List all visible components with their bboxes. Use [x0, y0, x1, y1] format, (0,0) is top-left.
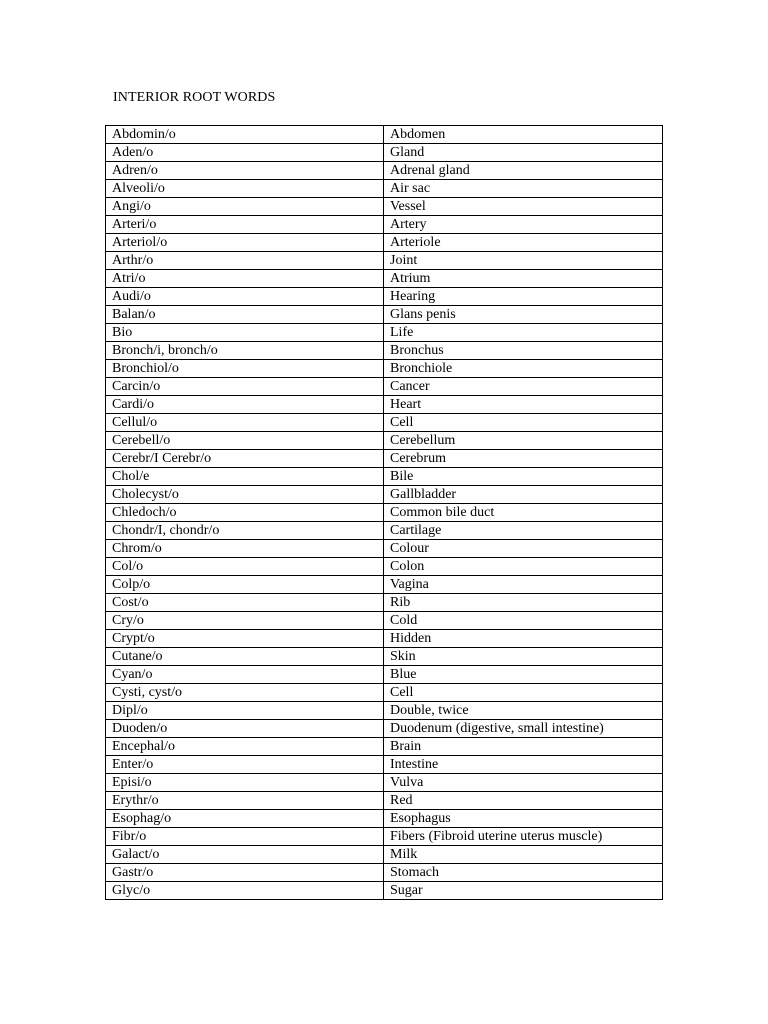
meaning-cell: Heart: [384, 396, 663, 414]
table-row: [106, 468, 663, 486]
meaning-cell: Rib: [384, 594, 663, 612]
root-word-cell: Duoden/o: [106, 720, 384, 738]
meaning-cell: Vulva: [384, 774, 663, 792]
root-word-cell: Bronchiol/o: [106, 360, 384, 378]
root-word-cell: Cost/o: [106, 594, 384, 612]
root-word-cell: Erythr/o: [106, 792, 384, 810]
table-row: [106, 558, 663, 576]
root-word-cell: Bronch/i, bronch/o: [106, 342, 384, 360]
table-row: [106, 504, 663, 522]
root-word-cell: Col/o: [106, 558, 384, 576]
meaning-cell: Gland: [384, 144, 663, 162]
root-word-cell: Enter/o: [106, 756, 384, 774]
table-row: [106, 810, 663, 828]
root-word-cell: Arteriol/o: [106, 234, 384, 252]
table-row: [106, 342, 663, 360]
table-row: [106, 216, 663, 234]
meaning-cell: Gallbladder: [384, 486, 663, 504]
table-row: [106, 234, 663, 252]
meaning-cell: Arteriole: [384, 234, 663, 252]
table-row: [106, 846, 663, 864]
table-row: [106, 792, 663, 810]
meaning-cell: Double, twice: [384, 702, 663, 720]
root-word-cell: Chondr/I, chondr/o: [106, 522, 384, 540]
root-word-cell: Cry/o: [106, 612, 384, 630]
meaning-cell: Glans penis: [384, 306, 663, 324]
table-row: [106, 540, 663, 558]
root-word-cell: Arthr/o: [106, 252, 384, 270]
root-word-cell: Crypt/o: [106, 630, 384, 648]
table-row: [106, 738, 663, 756]
meaning-cell: Cell: [384, 684, 663, 702]
table-row: [106, 270, 663, 288]
root-word-cell: Cutane/o: [106, 648, 384, 666]
meaning-cell: Common bile duct: [384, 504, 663, 522]
table-row: [106, 198, 663, 216]
meaning-cell: Bile: [384, 468, 663, 486]
meaning-cell: Sugar: [384, 882, 663, 900]
table-row: [106, 288, 663, 306]
meaning-cell: Colour: [384, 540, 663, 558]
root-word-cell: Bio: [106, 324, 384, 342]
meaning-cell: Cerebellum: [384, 432, 663, 450]
table-row: [106, 702, 663, 720]
table-row: [106, 414, 663, 432]
meaning-cell: Bronchus: [384, 342, 663, 360]
root-word-cell: Episi/o: [106, 774, 384, 792]
root-word-cell: Galact/o: [106, 846, 384, 864]
table-row: [106, 180, 663, 198]
root-words-table: [105, 125, 663, 900]
meaning-cell: Milk: [384, 846, 663, 864]
table-row: [106, 612, 663, 630]
table-row: [106, 432, 663, 450]
meaning-cell: Joint: [384, 252, 663, 270]
root-word-cell: Cerebr/I Cerebr/o: [106, 450, 384, 468]
table-row: [106, 162, 663, 180]
meaning-cell: Esophagus: [384, 810, 663, 828]
meaning-cell: Colon: [384, 558, 663, 576]
meaning-cell: Cerebrum: [384, 450, 663, 468]
table-row: [106, 648, 663, 666]
root-word-cell: Audi/o: [106, 288, 384, 306]
meaning-cell: Duodenum (digestive, small intestine): [384, 720, 663, 738]
root-word-cell: Carcin/o: [106, 378, 384, 396]
meaning-cell: Vagina: [384, 576, 663, 594]
meaning-cell: Vessel: [384, 198, 663, 216]
meaning-cell: Blue: [384, 666, 663, 684]
root-word-cell: Dipl/o: [106, 702, 384, 720]
meaning-cell: Hidden: [384, 630, 663, 648]
root-word-cell: Cysti, cyst/o: [106, 684, 384, 702]
table-row: [106, 522, 663, 540]
table-row: [106, 756, 663, 774]
table-body: [106, 126, 663, 900]
table-row: [106, 360, 663, 378]
root-word-cell: Atri/o: [106, 270, 384, 288]
meaning-cell: Intestine: [384, 756, 663, 774]
table-row: [106, 720, 663, 738]
root-word-cell: Cyan/o: [106, 666, 384, 684]
root-word-cell: Fibr/o: [106, 828, 384, 846]
meaning-cell: Red: [384, 792, 663, 810]
table-row: [106, 666, 663, 684]
table-row: [106, 378, 663, 396]
root-word-cell: Chol/e: [106, 468, 384, 486]
meaning-cell: Stomach: [384, 864, 663, 882]
table-row: [106, 144, 663, 162]
root-word-cell: Chrom/o: [106, 540, 384, 558]
root-word-cell: Gastr/o: [106, 864, 384, 882]
table-row: [106, 864, 663, 882]
root-word-cell: Cellul/o: [106, 414, 384, 432]
table-row: [106, 126, 663, 144]
root-word-cell: Chledoch/o: [106, 504, 384, 522]
meaning-cell: Adrenal gland: [384, 162, 663, 180]
table-row: [106, 576, 663, 594]
table-row: [106, 684, 663, 702]
root-word-cell: Cholecyst/o: [106, 486, 384, 504]
table-row: [106, 774, 663, 792]
root-word-cell: Abdomin/o: [106, 126, 384, 144]
meaning-cell: Artery: [384, 216, 663, 234]
meaning-cell: Brain: [384, 738, 663, 756]
root-word-cell: Encephal/o: [106, 738, 384, 756]
page-title: INTERIOR ROOT WORDS: [113, 90, 276, 105]
root-word-cell: Adren/o: [106, 162, 384, 180]
meaning-cell: Hearing: [384, 288, 663, 306]
table-row: [106, 252, 663, 270]
table-row: [106, 630, 663, 648]
meaning-cell: Atrium: [384, 270, 663, 288]
table-row: [106, 324, 663, 342]
root-word-cell: Glyc/o: [106, 882, 384, 900]
meaning-cell: Life: [384, 324, 663, 342]
root-word-cell: Colp/o: [106, 576, 384, 594]
meaning-cell: Cartilage: [384, 522, 663, 540]
root-word-cell: Cerebell/o: [106, 432, 384, 450]
root-word-cell: Balan/o: [106, 306, 384, 324]
meaning-cell: Skin: [384, 648, 663, 666]
meaning-cell: Fibers (Fibroid uterine uterus muscle): [384, 828, 663, 846]
meaning-cell: Cancer: [384, 378, 663, 396]
table-row: [106, 396, 663, 414]
root-word-cell: Esophag/o: [106, 810, 384, 828]
meaning-cell: Cell: [384, 414, 663, 432]
table-row: [106, 486, 663, 504]
root-word-cell: Aden/o: [106, 144, 384, 162]
meaning-cell: Cold: [384, 612, 663, 630]
meaning-cell: Abdomen: [384, 126, 663, 144]
root-word-cell: Arteri/o: [106, 216, 384, 234]
root-word-cell: Cardi/o: [106, 396, 384, 414]
table-row: [106, 450, 663, 468]
table-row: [106, 828, 663, 846]
table-row: [106, 882, 663, 900]
meaning-cell: Air sac: [384, 180, 663, 198]
table-row: [106, 306, 663, 324]
table-row: [106, 594, 663, 612]
meaning-cell: Bronchiole: [384, 360, 663, 378]
root-word-cell: Angi/o: [106, 198, 384, 216]
root-word-cell: Alveoli/o: [106, 180, 384, 198]
